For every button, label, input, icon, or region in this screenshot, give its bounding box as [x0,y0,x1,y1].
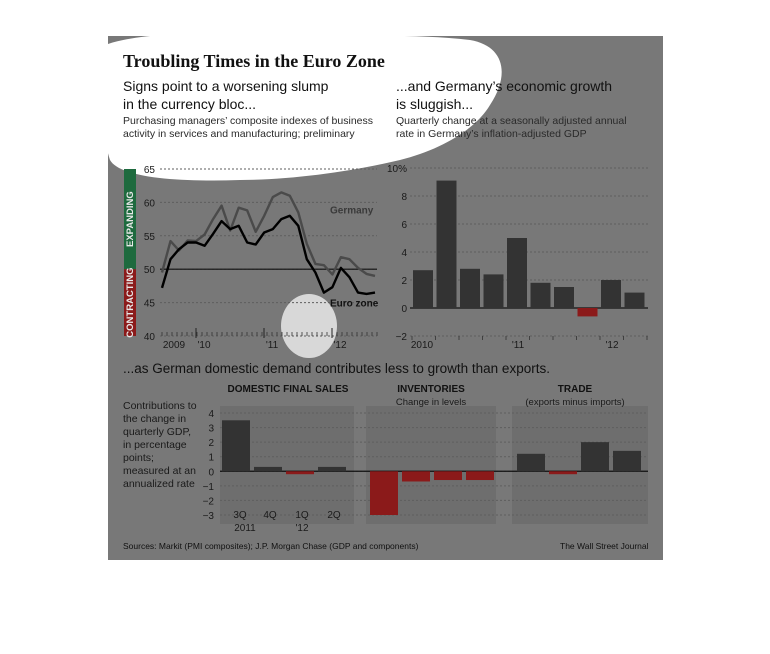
gdp-bar [413,270,433,308]
gdp-bar [625,293,645,308]
x-tick-label: '11 [265,340,279,351]
gdp-bar [554,287,574,308]
expanding-label: EXPANDING [125,191,136,247]
x-tick-label: '10 [197,340,211,351]
y-tick-label: 10% [386,164,407,175]
gdp-bar-chart [387,164,648,351]
x-tick-label: 4Q [263,510,277,521]
contribution-bar [318,467,346,471]
y-tick-label: 65 [143,165,155,176]
left-subtitle-line-2: in the currency bloc... [123,96,257,112]
group-subtitle-inventories: Change in levels [395,397,467,408]
x-tick-label: 2009 [162,340,186,351]
contribution-bar [402,471,430,481]
y-tick-label: −2 [202,496,214,508]
y-tick-label: 0 [401,304,407,315]
left-chart-note: Purchasing managers’ composite indexes of business activity in services and manufacturing; preliminary [123,115,373,140]
credit-line: The Wall Street Journal [560,541,649,551]
contribution-bar [466,471,494,480]
gdp-bar [507,238,527,308]
gdp-bar [484,274,504,308]
gdp-bar [601,280,621,308]
x-tick-label: '12 [333,340,347,351]
contribution-bar [370,471,398,515]
left-subtitle-line-1: Signs point to a worsening slump [123,78,329,94]
group-subtitle-trade: (exports minus imports) [525,397,625,408]
contracting-label: CONTRACTING [125,267,136,338]
eurozone-line [162,216,375,294]
gdp-bar [437,181,457,308]
x-tick-label: '11 [511,340,525,351]
y-tick-label: 8 [401,192,407,203]
y-tick-label: 60 [143,198,155,210]
contributions-note: Contributions to the change in quarterly GDP, in percentage points; measured at an annualized rate [123,400,197,490]
bottom-section-title: ...as German domestic demand contributes less to growth than exports. [123,361,550,376]
y-tick-label: 2 [401,276,407,287]
contributions-bar-chart [203,406,648,534]
source-note: Sources: Markit (PMI composites); J.P. Morgan Chase (GDP and components) [123,541,419,551]
y-tick-label: 1 [208,452,214,464]
x-tick-label: 1Q [295,510,309,521]
y-tick-label: 3 [208,423,214,435]
contribution-bar [549,471,577,474]
right-chart-note: Quarterly change at a seasonally adjusted annual rate in Germany’s inflation-adjusted GDP [396,115,627,140]
y-tick-label: 55 [143,231,155,243]
group-title-trade: TRADE [557,384,593,395]
main-title: Troubling Times in the Euro Zone [123,51,385,71]
y-tick-label: 0 [208,467,214,479]
y-tick-label: 6 [401,220,407,231]
right-subtitle-line-1: ...and Germany’s economic growth [396,78,613,94]
contribution-bar [434,471,462,480]
y-tick-label: −3 [202,511,214,522]
group-title-domestic: DOMESTIC FINAL SALES [227,384,349,395]
right-subtitle-line-2: is sluggish... [396,96,474,112]
contribution-bar [254,467,282,471]
x-tick-label: 2Q [327,510,341,521]
year-label: 2011 [234,523,256,534]
contribution-bar [517,454,545,471]
germany-series-label: Germany [330,205,374,217]
y-tick-label: −1 [202,481,214,493]
y-tick-label: 2 [208,438,214,450]
contribution-bar [581,442,609,471]
y-tick-label: 4 [401,248,407,259]
x-tick-label: 3Q [233,510,247,521]
y-tick-label: 50 [143,265,155,277]
gdp-bar [578,308,598,316]
contribution-bar [222,420,250,471]
y-tick-label: 4 [208,409,214,420]
x-tick-label: '12 [605,340,619,351]
y-tick-label: 45 [143,298,155,310]
x-tick-label: 2010 [410,340,434,351]
y-tick-label: 40 [143,332,155,343]
eurozone-series-label: Euro zone [330,298,379,310]
contribution-bar [286,471,314,474]
group-title-inventories: INVENTORIES [397,384,465,395]
pmi-line-chart [124,165,379,351]
year-label: '12 [295,523,309,534]
gdp-bar [460,269,480,308]
y-tick-label: −2 [395,332,407,343]
gdp-bar [531,283,551,308]
contribution-bar [613,451,641,471]
